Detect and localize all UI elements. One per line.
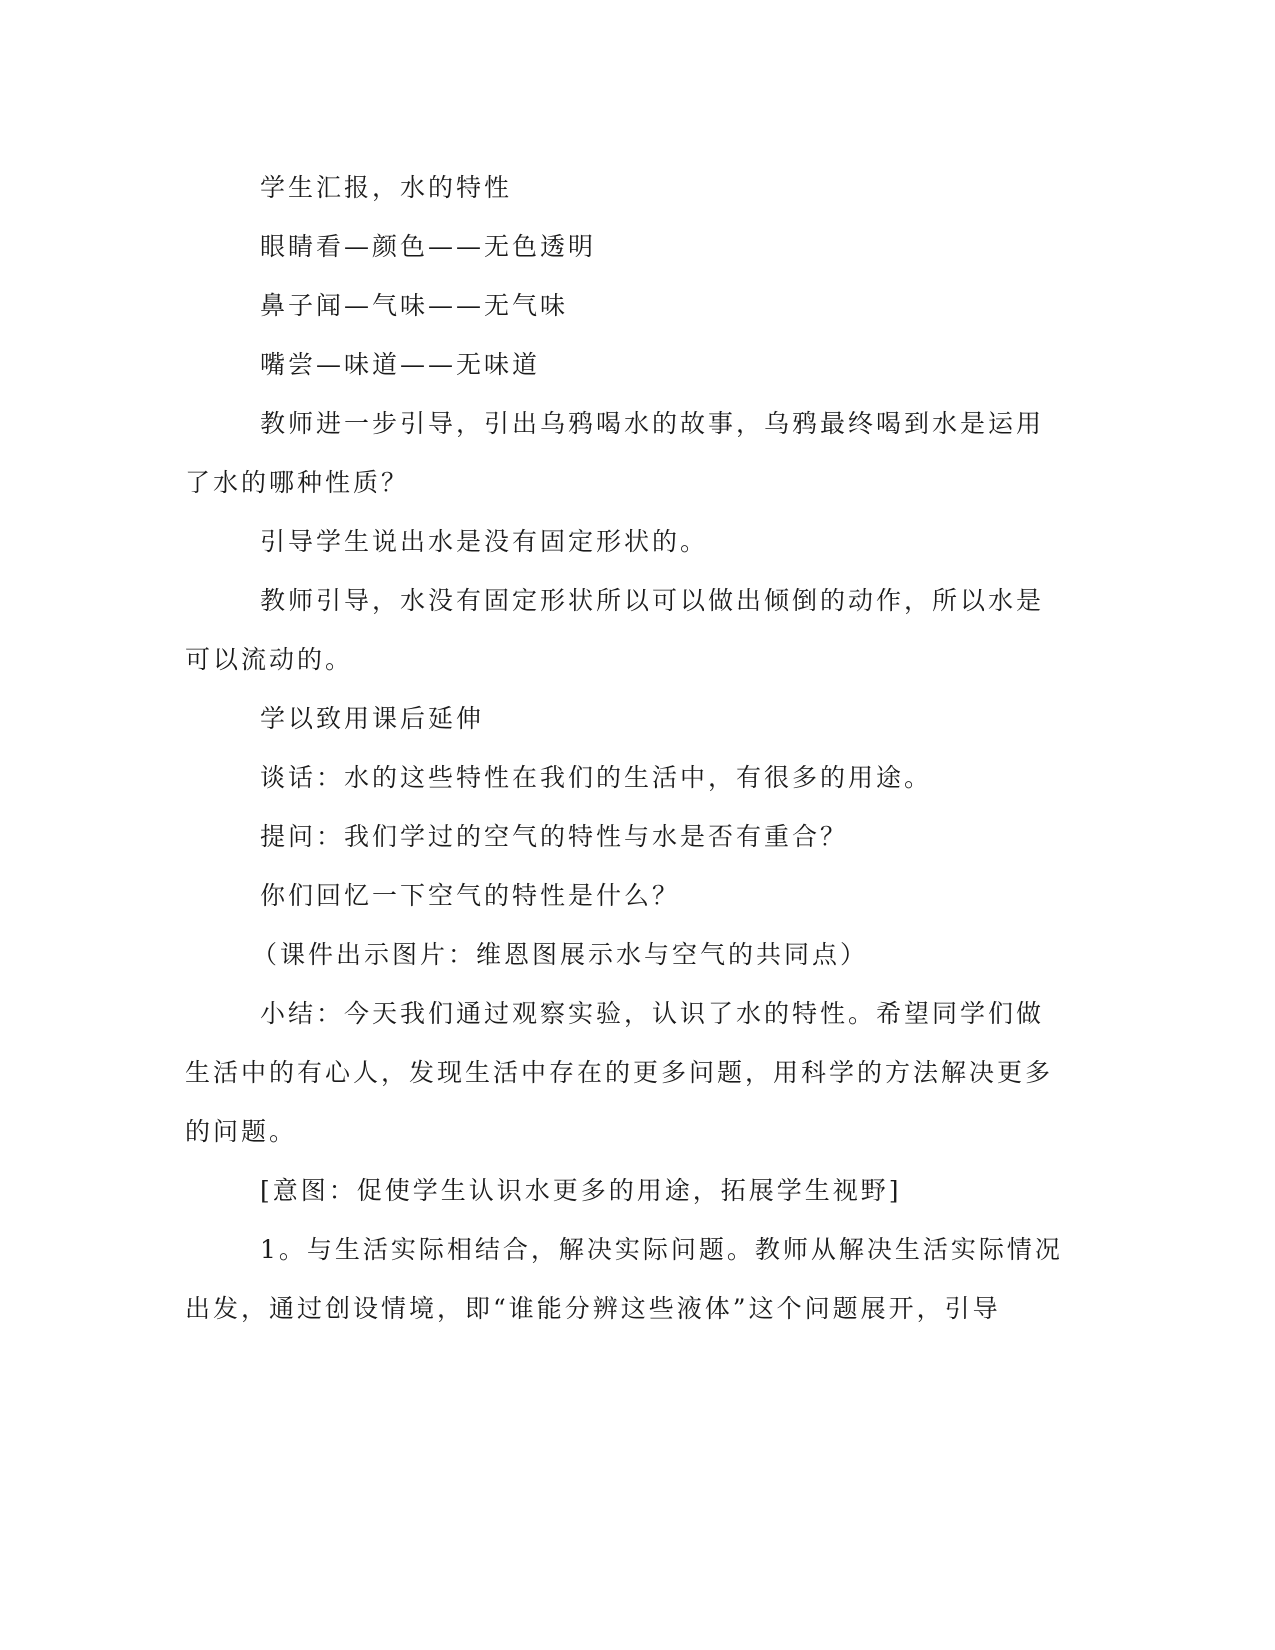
paragraph-eyes-color: 眼睛看—颜色——无色透明 [260, 232, 597, 261]
paragraph-recall: 你们回忆一下空气的特性是什么？ [260, 881, 681, 910]
paragraph-mouth-taste: 嘴尝—味道——无味道 [260, 350, 541, 379]
paragraph-no-fixed-shape: 引导学生说出水是没有固定形状的。 [260, 527, 709, 556]
paragraph-water-flows: 教师引导，水没有固定形状所以可以做出倾倒的动作，所以水是可以流动的。 [185, 586, 1045, 674]
paragraph-summary: 小结：今天我们通过观察实验，认识了水的特性。希望同学们做生活中的有心人，发现生活中存在的更多问题，用科学的方法解决更多的问题。 [185, 999, 1054, 1146]
paragraph-question: 提问：我们学过的空气的特性与水是否有重合？ [260, 822, 849, 851]
paragraph-courseware-note: （课件出示图片：维恩图展示水与空气的共同点） [252, 940, 869, 969]
paragraph-student-report: 学生汇报，水的特性 [260, 173, 513, 202]
paragraph-intent: [意图：促使学生认识水更多的用途，拓展学生视野] [260, 1176, 902, 1205]
paragraph-point-one: 1。与生活实际相结合，解决实际问题。教师从解决生活实际情况出发，通过创设情境，即“谁能分辨这些液体”这个问题展开，引导 [185, 1235, 1063, 1323]
paragraph-nose-smell: 鼻子闻—气味——无气味 [260, 291, 569, 320]
document-body [185, 158, 1065, 1338]
paragraph-crow-story: 教师进一步引导，引出乌鸦喝水的故事，乌鸦最终喝到水是运用了水的哪种性质？ [185, 409, 1045, 497]
paragraph-talk: 谈话：水的这些特性在我们的生活中，有很多的用途。 [260, 763, 933, 792]
paragraph-section-heading: 学以致用课后延伸 [260, 704, 485, 733]
